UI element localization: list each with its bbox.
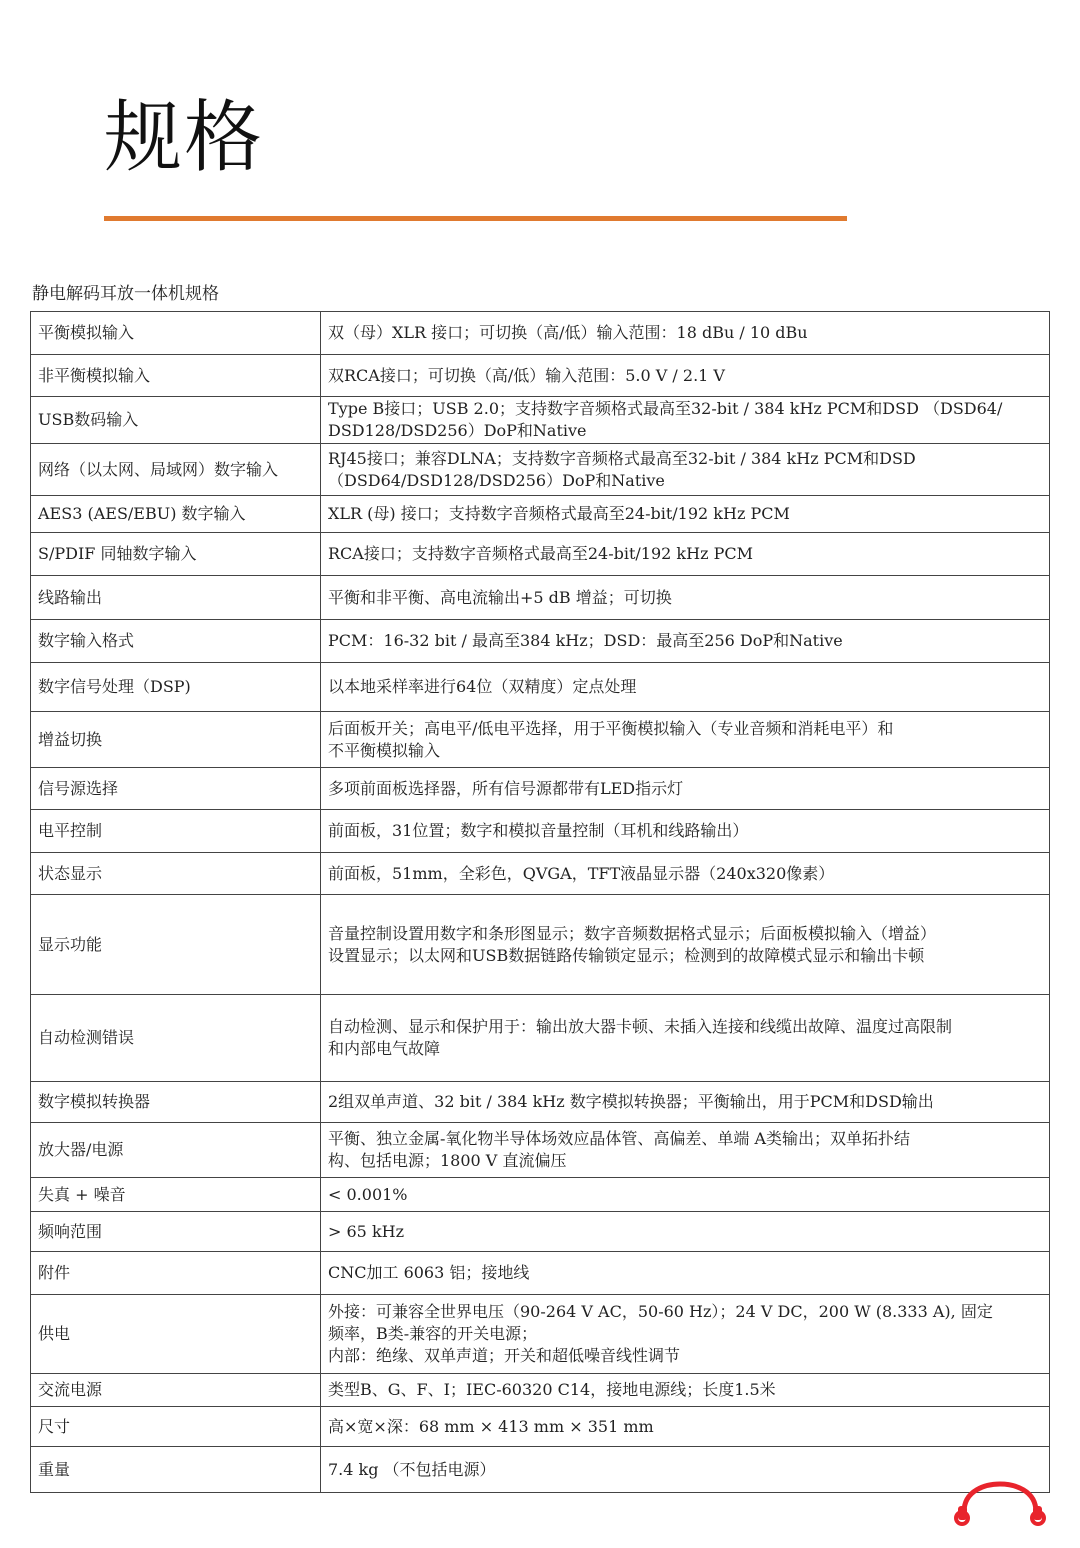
table-row bbox=[31, 1374, 1050, 1407]
table-row bbox=[31, 397, 1050, 444]
table-caption: 静电解码耳放一体机规格 bbox=[32, 284, 219, 304]
spec-label: 数字模拟转换器 bbox=[31, 1082, 321, 1123]
spec-value: RCA接口；支持数字音频格式最高至24-bit/192 kHz PCM bbox=[321, 533, 1050, 576]
spec-label: 数字信号处理（DSP) bbox=[31, 663, 321, 712]
spec-label: 显示功能 bbox=[31, 895, 321, 995]
spec-value: 自动检测、显示和保护用于：输出放大器卡顿、未插入连接和线缆出故障、温度过高限制 和内部电气故障 bbox=[321, 995, 1050, 1082]
spec-label: 尺寸 bbox=[31, 1407, 321, 1447]
spec-value: 2组双单声道、32 bit / 384 kHz 数字模拟转换器；平衡输出，用于PCM和DSD输出 bbox=[321, 1082, 1050, 1123]
spec-value: > 65 kHz bbox=[321, 1212, 1050, 1252]
spec-value: 多项前面板选择器，所有信号源都带有LED指示灯 bbox=[321, 768, 1050, 810]
table-row bbox=[31, 355, 1050, 397]
spec-label: 放大器/电源 bbox=[31, 1123, 321, 1178]
spec-value: 双RCA接口；可切换（高/低）输入范围：5.0 V / 2.1 V bbox=[321, 355, 1050, 397]
spec-value: 平衡和非平衡、高电流输出+5 dB 增益；可切换 bbox=[321, 576, 1050, 620]
title-underline bbox=[104, 216, 847, 221]
spec-value: 前面板，31位置；数字和模拟音量控制（耳机和线路输出） bbox=[321, 810, 1050, 853]
table-row bbox=[31, 1295, 1050, 1374]
spec-value: 平衡、独立金属-氧化物半导体场效应晶体管、高偏差、单端 A类输出；双单拓扑结 构、包括电源；1800 V 直流偏压 bbox=[321, 1123, 1050, 1178]
spec-label: 自动检测错误 bbox=[31, 995, 321, 1082]
spec-value: 7.4 kg （不包括电源） bbox=[321, 1447, 1050, 1493]
spec-value: RJ45接口；兼容DLNA；支持数字音频格式最高至32-bit / 384 kHz PCM和DSD （DSD64/DSD128/DSD256）DoP和Native bbox=[321, 444, 1050, 496]
table-row bbox=[31, 663, 1050, 712]
spec-value: XLR (母) 接口；支持数字音频格式最高至24-bit/192 kHz PCM bbox=[321, 496, 1050, 533]
spec-label: 失真 + 噪音 bbox=[31, 1178, 321, 1212]
spec-label: 网络（以太网、局域网）数字输入 bbox=[31, 444, 321, 496]
spec-label: 附件 bbox=[31, 1252, 321, 1295]
spec-label: 信号源选择 bbox=[31, 768, 321, 810]
spec-value: 外接：可兼容全世界电压（90-264 V AC，50-60 Hz）；24 V DC，200 W (8.333 A), 固定 频率，B类-兼容的开关电源； 内部：绝缘、双单声道；开关和超低噪音线性调节 bbox=[321, 1295, 1050, 1374]
table-row bbox=[31, 853, 1050, 895]
spec-value: 双（母）XLR 接口；可切换（高/低）输入范围：18 dBu / 10 dBu bbox=[321, 312, 1050, 355]
spec-value: 以本地采样率进行64位（双精度）定点处理 bbox=[321, 663, 1050, 712]
table-row bbox=[31, 620, 1050, 663]
spec-value: CNC加工 6063 铝；接地线 bbox=[321, 1252, 1050, 1295]
spec-value: 前面板，51mm，全彩色，QVGA，TFT液晶显示器（240x320像素） bbox=[321, 853, 1050, 895]
spec-value: Type B接口；USB 2.0；支持数字音频格式最高至32-bit / 384 kHz PCM和DSD （DSD64/ DSD128/DSD256）DoP和Native bbox=[321, 397, 1050, 444]
headphone-db-logo-icon bbox=[950, 1480, 1050, 1528]
spec-label: 非平衡模拟输入 bbox=[31, 355, 321, 397]
table-row bbox=[31, 1082, 1050, 1123]
table-row bbox=[31, 1123, 1050, 1178]
spec-label: 平衡模拟输入 bbox=[31, 312, 321, 355]
spec-label: 增益切换 bbox=[31, 712, 321, 768]
table-row bbox=[31, 1447, 1050, 1493]
spec-label: USB数码输入 bbox=[31, 397, 321, 444]
spec-value: PCM：16-32 bit / 最高至384 kHz；DSD：最高至256 DoP和Native bbox=[321, 620, 1050, 663]
table-row bbox=[31, 533, 1050, 576]
spec-label: 重量 bbox=[31, 1447, 321, 1493]
spec-label: 频响范围 bbox=[31, 1212, 321, 1252]
spec-label: 供电 bbox=[31, 1295, 321, 1374]
spec-label: 数字输入格式 bbox=[31, 620, 321, 663]
table-row bbox=[31, 895, 1050, 995]
spec-value: 音量控制设置用数字和条形图显示；数字音频数据格式显示；后面板模拟输入（增益） 设置显示；以太网和USB数据链路传输锁定显示；检测到的故障模式显示和输出卡顿 bbox=[321, 895, 1050, 995]
table-row bbox=[31, 712, 1050, 768]
table-row bbox=[31, 1252, 1050, 1295]
table-row bbox=[31, 576, 1050, 620]
page-title: 规格 bbox=[104, 93, 265, 183]
table-row bbox=[31, 496, 1050, 533]
table-row bbox=[31, 444, 1050, 496]
spec-label: 交流电源 bbox=[31, 1374, 321, 1407]
table-row bbox=[31, 768, 1050, 810]
spec-label: S/PDIF 同轴数字输入 bbox=[31, 533, 321, 576]
spec-value: 后面板开关；高电平/低电平选择，用于平衡模拟输入（专业音频和消耗电平）和 不平衡模拟输入 bbox=[321, 712, 1050, 768]
table-row bbox=[31, 810, 1050, 853]
spec-label: AES3 (AES/EBU) 数字输入 bbox=[31, 496, 321, 533]
spec-label: 线路输出 bbox=[31, 576, 321, 620]
spec-table bbox=[30, 311, 1050, 1493]
spec-value: 类型B、G、F、I；IEC-60320 C14，接地电源线；长度1.5米 bbox=[321, 1374, 1050, 1407]
spec-label: 状态显示 bbox=[31, 853, 321, 895]
spec-value: 高×宽×深：68 mm × 413 mm × 351 mm bbox=[321, 1407, 1050, 1447]
table-row bbox=[31, 1178, 1050, 1212]
table-row bbox=[31, 312, 1050, 355]
spec-label: 电平控制 bbox=[31, 810, 321, 853]
table-row bbox=[31, 1212, 1050, 1252]
spec-value: < 0.001% bbox=[321, 1178, 1050, 1212]
table-row bbox=[31, 1407, 1050, 1447]
table-row bbox=[31, 995, 1050, 1082]
